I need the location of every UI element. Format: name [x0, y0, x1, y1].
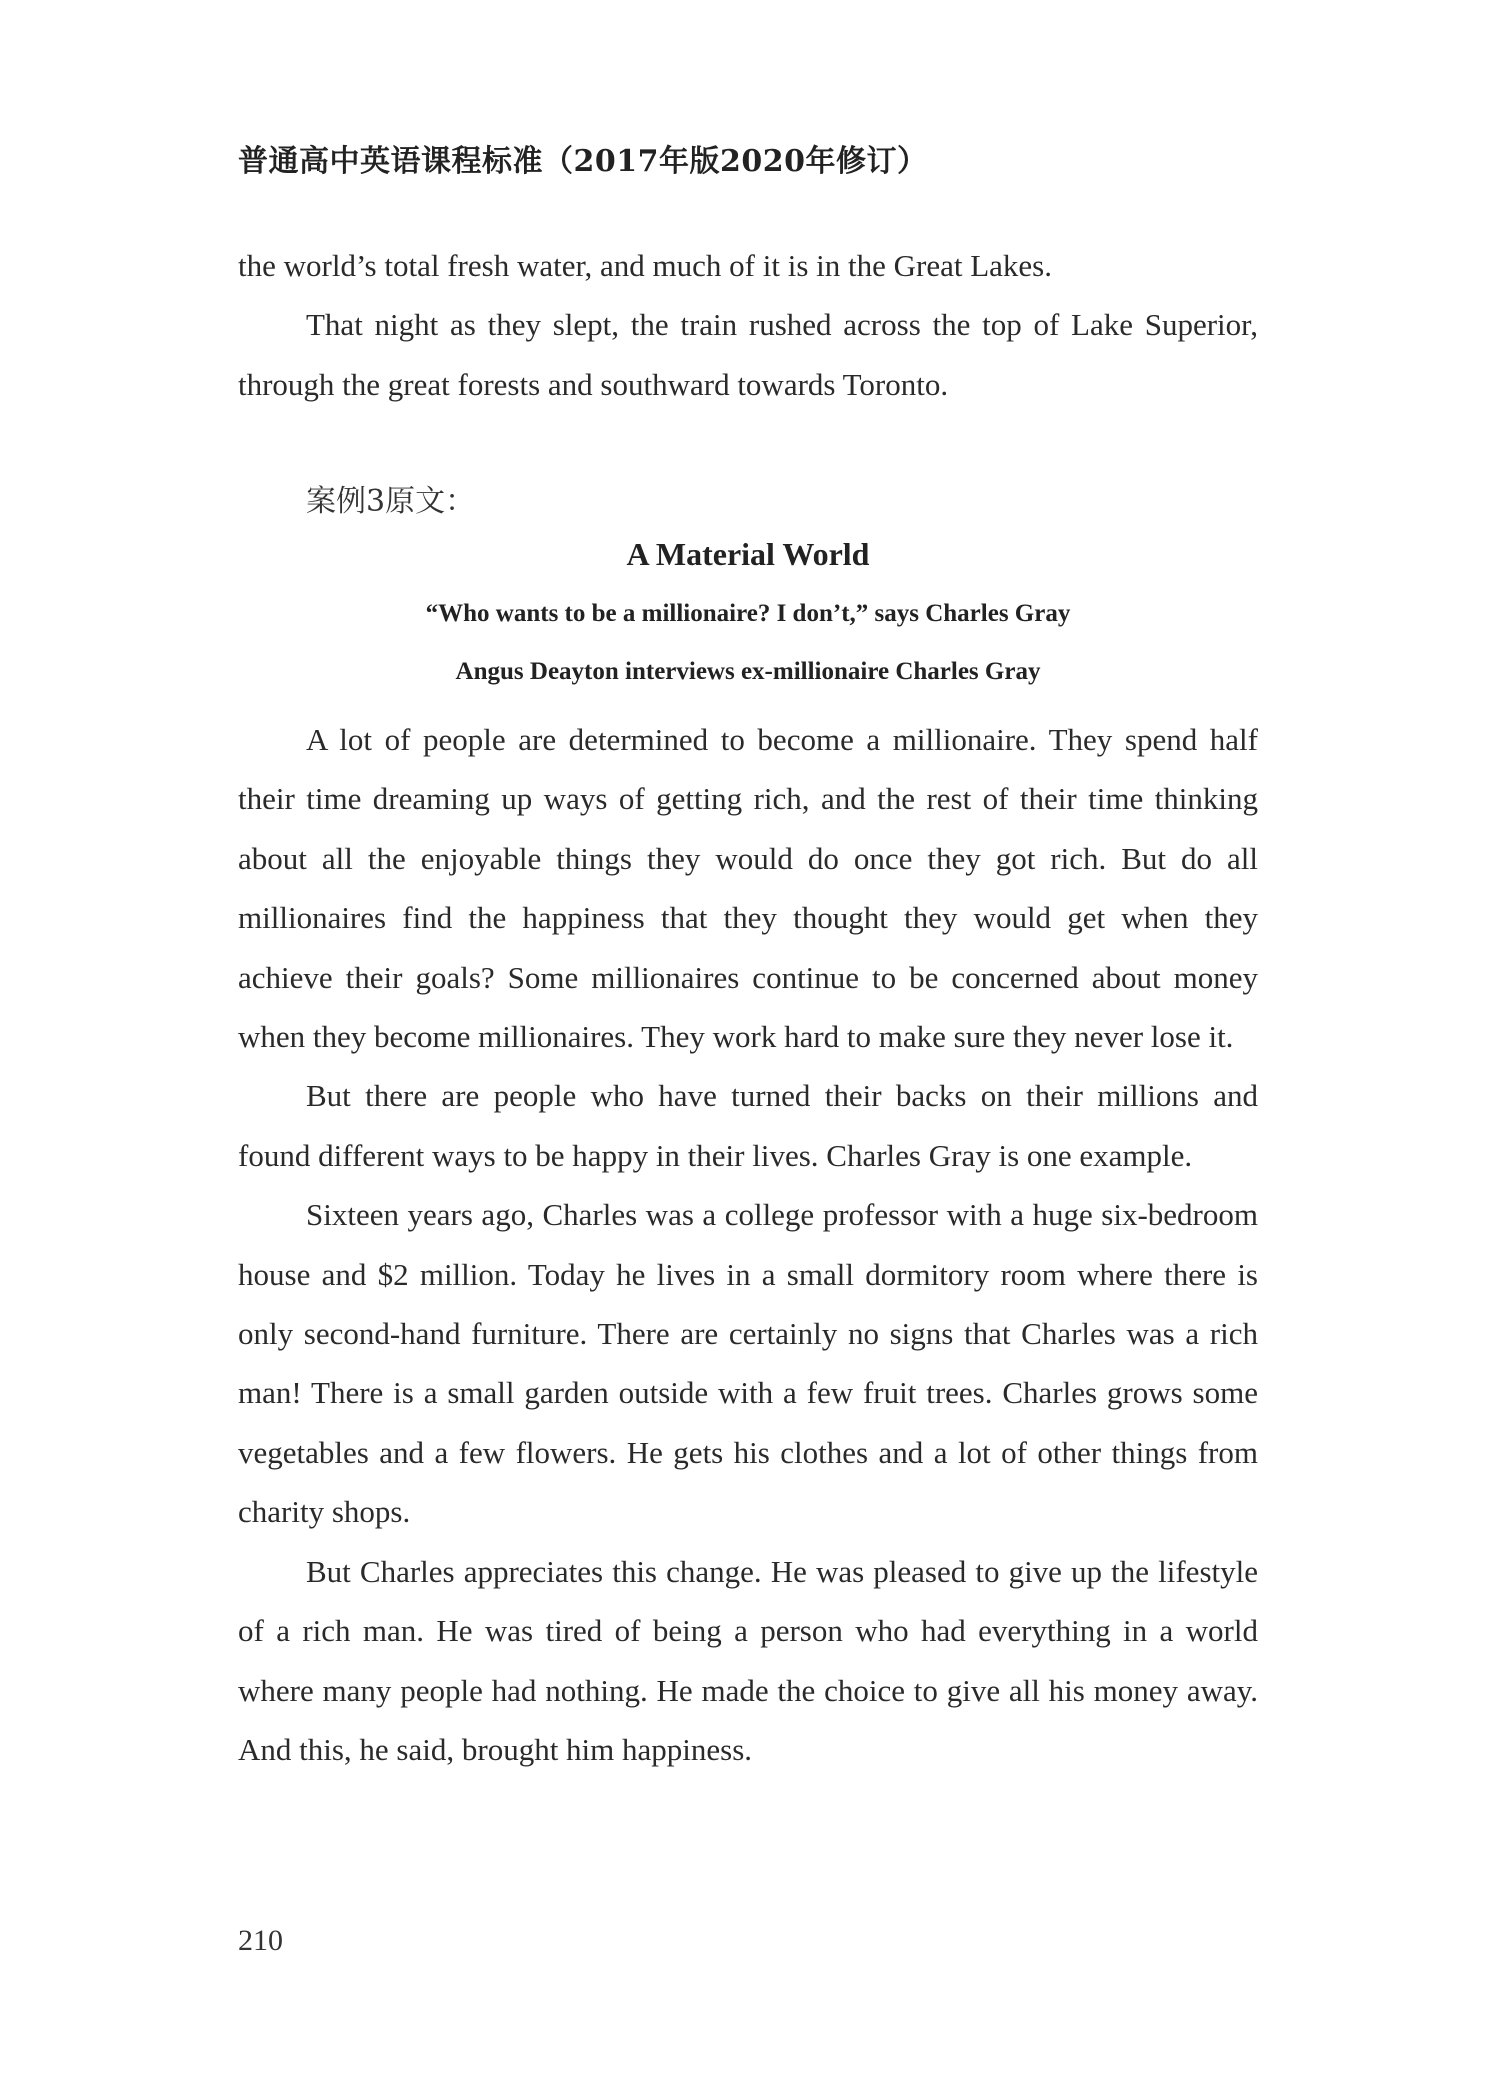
article-subtitle: “Who wants to be a millionaire? I don’t,” says Charles Gray [425, 600, 1071, 627]
article-body [238, 710, 1258, 1779]
continuation-text [238, 236, 1258, 414]
book-page [238, 0, 1258, 2095]
page-number: 210 [238, 1924, 283, 1957]
paragraph: the world’s total fresh water, and much of it is in the Great Lakes. [238, 248, 1052, 283]
article-title: A Material World [626, 536, 870, 572]
paragraph: A lot of people are determined to become a millionaire. They spend half their time dreaming up ways of getting rich, and the rest of their time thinking about all the enjoyable things they would do once they got rich. But do all millionaires find the happiness that they thought they would get when they achieve their goals? Some millionaires continue to be concerned about money when they become millionaires. They work hard to make sure they never lose it. [238, 722, 1258, 1055]
paragraph: But there are people who have turned their backs on their millions and found different ways to be happy in their lives. Charles Gray is one example. [238, 1078, 1258, 1173]
running-header: 普通高中英语课程标准（2017年版2020年修订） [238, 144, 928, 179]
article-byline: Angus Deayton interviews ex-millionaire Charles Gray [455, 658, 1041, 685]
case-label: 案例3原文： [306, 484, 476, 519]
paragraph: That night as they slept, the train rushed across the top of Lake Superior, through the great forests and southward towards Toronto. [238, 307, 1258, 402]
paragraph: Sixteen years ago, Charles was a college professor with a huge six-bedroom house and $2 million. Today he lives in a small dormitory room where there is only second-hand furniture. There are certainly no signs that Charles was a rich man! There is a small garden outside with a few fruit trees. Charles grows some vegetables and a few flowers. He gets his clothes and a lot of other things from charity shops. [238, 1197, 1258, 1530]
paragraph: But Charles appreciates this change. He was pleased to give up the lifestyle of a rich man. He was tired of being a person who had everything in a world where many people had nothing. He made the choice to give all his money away. And this, he said, brought him happiness. [238, 1553, 1258, 1767]
